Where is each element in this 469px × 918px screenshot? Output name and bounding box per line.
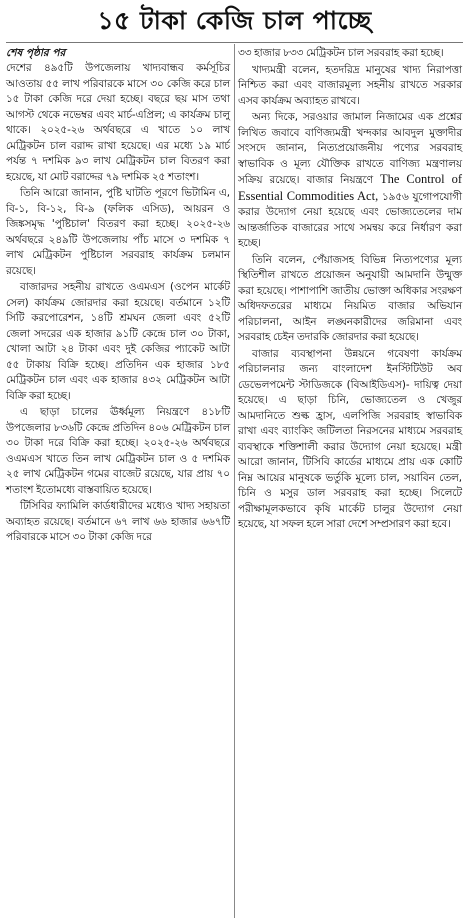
paragraph: খাদ্যমন্ত্রী বলেন, হতদরিদ্র মানুষের খাদ্য নিরাপত্তা নিশ্চিত করা এবং বাজারমূল্য সহনীয় রাখতে সরকার এসব কার্যক্রম অব্যাহত রাখবে। — [238, 63, 462, 107]
column-left — [6, 46, 230, 546]
paragraph: তিনি বলেন, পেঁয়াজসহ বিভিন্ন নিত্যপণ্যের মূল্য স্থিতিশীল রাখতে প্রয়োজন অনুযায়ী আমদানি উন্মুক্ত করা হয়েছে। পাশাপাশি জাতীয় ভোক্তা অধিকার সংরক্ষণ অধিদফতরের মাধ্যমে নিয়মিত বাজার অভিযান পরিচালনা, আইন লঙ্ঘনকারীদের জরিমানা এবং সরবরাহ চেইন তদারকি জোরদার করা হয়েছে। — [238, 253, 462, 343]
column-right — [238, 46, 462, 546]
paragraph: ৩৩ হাজার ৮৩৩ মেট্রিকটন চাল সরবরাহ করা হচ্ছে। — [238, 47, 444, 59]
act-name: The Control of Essential Commodities Act, — [238, 172, 462, 203]
paragraph — [238, 110, 462, 252]
headline: ১৫ টাকা কেজি চাল পাচ্ছে — [97, 6, 372, 35]
column-divider — [234, 44, 235, 918]
paragraph: টিসিবির ফ্যামিলি কার্ডধারীদের মধ্যেও খাদ্য সহায়তা অব্যাহত রয়েছে। বর্তমানে ৬৭ লাখ ৬৬ হাজার ৬৬৭টি পরিবারকে মাসে ৩০ টাকা কেজি দরে — [6, 500, 230, 543]
continuation-kicker: শেষ পৃষ্ঠার পর — [6, 47, 66, 59]
paragraph: তিনি আরো জানান, পুষ্টি ঘাটতি পূরণে ভিটামিন এ, বি-১, বি-১২, বি-৯ (ফলিক এসিড), আয়রন ও জিঙ্কসমৃদ্ধ 'পুষ্টিচাল' বিতরণ করা হচ্ছে। ২০২৫-২৬ অর্থবছরে ২৪৯টি উপজেলায় পাঁচ মাসে ৩ দশমিক ৭ লাখ মেট্রিকটন পুষ্টিচাল সরবরাহ কার্যক্রম চলমান রয়েছে। — [6, 187, 230, 277]
paragraph-text: অন্য দিকে, সরওয়ার জামাল নিজামের এক প্রশ্নের লিখিত জবাবে বাণিজ্যমন্ত্রী খন্দকার আবদুল মুক্তাদীর সংসদে জানান, নিত্যপ্রয়োজনীয় পণ্যের সরবরাহ স্বাভাবিক ও মূল্য যৌক্তিক রাখতে বাণিজ্য মন্ত্রণালয় সক্রিয় রয়েছে। বাজার নিয়ন্ত্রণে — [238, 111, 462, 186]
paragraph: বাজারদর সহনীয় রাখতে ওএমএস (ওপেন মার্কেট সেল) কার্যক্রম জোরদার করা হয়েছে। বর্তমানে ১২টি সিটি করপোরেশন, ১৪টি শ্রমঘন জেলা এবং ৫২টি জেলা সদরের এক হাজার ৯১টি কেন্দ্রে চাল ৩০ টাকা, খোলা আটা ২৪ টাকা এবং দুই কেজির প্যাকেট আটা ৫৫ টাকায় বিক্রি হচ্ছে। প্রতিদিন এক হাজার ১৮৫ মেট্রিকটন চাল এবং এক হাজার ৪৩২ মেট্রিকটন আটা বিক্রি করা হচ্ছে। — [6, 281, 230, 402]
paragraph: বাজার ব্যবস্থাপনা উন্নয়নে গবেষণা কার্যক্রম পরিচালনার জন্য বাংলাদেশ ইনস্টিটিউট অব ডেভেলপমেন্ট স্টাডিজকে (বিআইডিএস)- দায়িত্ব দেয়া হয়েছে। এ ছাড়া চিনি, ভোজ্যতেল ও খেজুর আমদানিতে শুল্ক হ্রাস, এলপিজি সরবরাহ স্বাভাবিক রাখা এবং ব্যাংকিং জটিলতা নিরসনের মাধ্যমে সরবরাহ ব্যবস্থাকে শক্তিশালী করার উদ্যোগ নেয়া হয়েছে। মন্ত্রী আরো জানান, টিসিবি কার্ডের মাধ্যমে প্রায় এক কোটি নিম্ন আয়ের মানুষকে ভর্তুকি মূল্যে চাল, সয়াবিন তেল, চিনি ও মসুর ডাল সরবরাহ করা হচ্ছে। সিলেটে পরীক্ষামূলকভাবে কৃষি মার্কেট চালুর উদ্যোগ নেয়া হয়েছে, যা সফল হলে সারা দেশে সম্প্রসারণ করা হবে। — [238, 347, 462, 530]
paragraph: এ ছাড়া চালের ঊর্ধ্বমূল্য নিয়ন্ত্রণে ৪১৮টি উপজেলার ৮৩৬টি কেন্দ্রে প্রতিদিন ৪০৬ মেট্রিকটন চাল ৩০ টাকা দরে বিক্রি করা হচ্ছে। ২০২৫-২৬ অর্থবছরে ওএমএস খাতে তিন লাখ মেট্রিকটন চাল ও ৫ দশমিক ২৫ লাখ মেট্রিকটন গমের বাজেট রয়েছে, যার প্রায় ৭০ শতাংশ ইতোমধ্যে বাস্তবায়িত হয়েছে। — [6, 406, 230, 496]
paragraph-text: ১৯৫৬ যুগোপযোগী করার উদ্যোগ নেয়া হয়েছে এবং ভোজ্যতেলের দাম আন্তর্জাতিক বাজারের সাথে সমন্বয় করে নির্ধারণ করা হচ্ছে। — [238, 190, 463, 249]
headline-rule — [6, 42, 463, 43]
paragraph: দেশের ৪৯৫টি উপজেলায় খাদ্যবান্ধব কর্মসূচির আওতায় ৫৫ লাখ পরিবারকে মাসে ৩০ কেজি করে চাল ১৫ টাকা কেজি দরে দেয়া হচ্ছে। বছরে ছয় মাস তথা আগস্ট থেকে নভেম্বর এবং মার্চ-এপ্রিল; এ কার্যক্রম চালু থাকে। ২০২৫-২৬ অর্থবছরে এ খাতে ১০ লাখ মেট্রিকটন চাল বরাদ্দ রাখা হয়েছে। এর মধ্যে ১৯ মার্চ পর্যন্ত ৭ দশমিক ৯৩ লাখ মেট্রিকটন চাল বিতরণ করা হয়েছে, যা মোট বরাদ্দের ৭৯ দশমিক ২৫ শতাংশ। — [6, 62, 230, 183]
